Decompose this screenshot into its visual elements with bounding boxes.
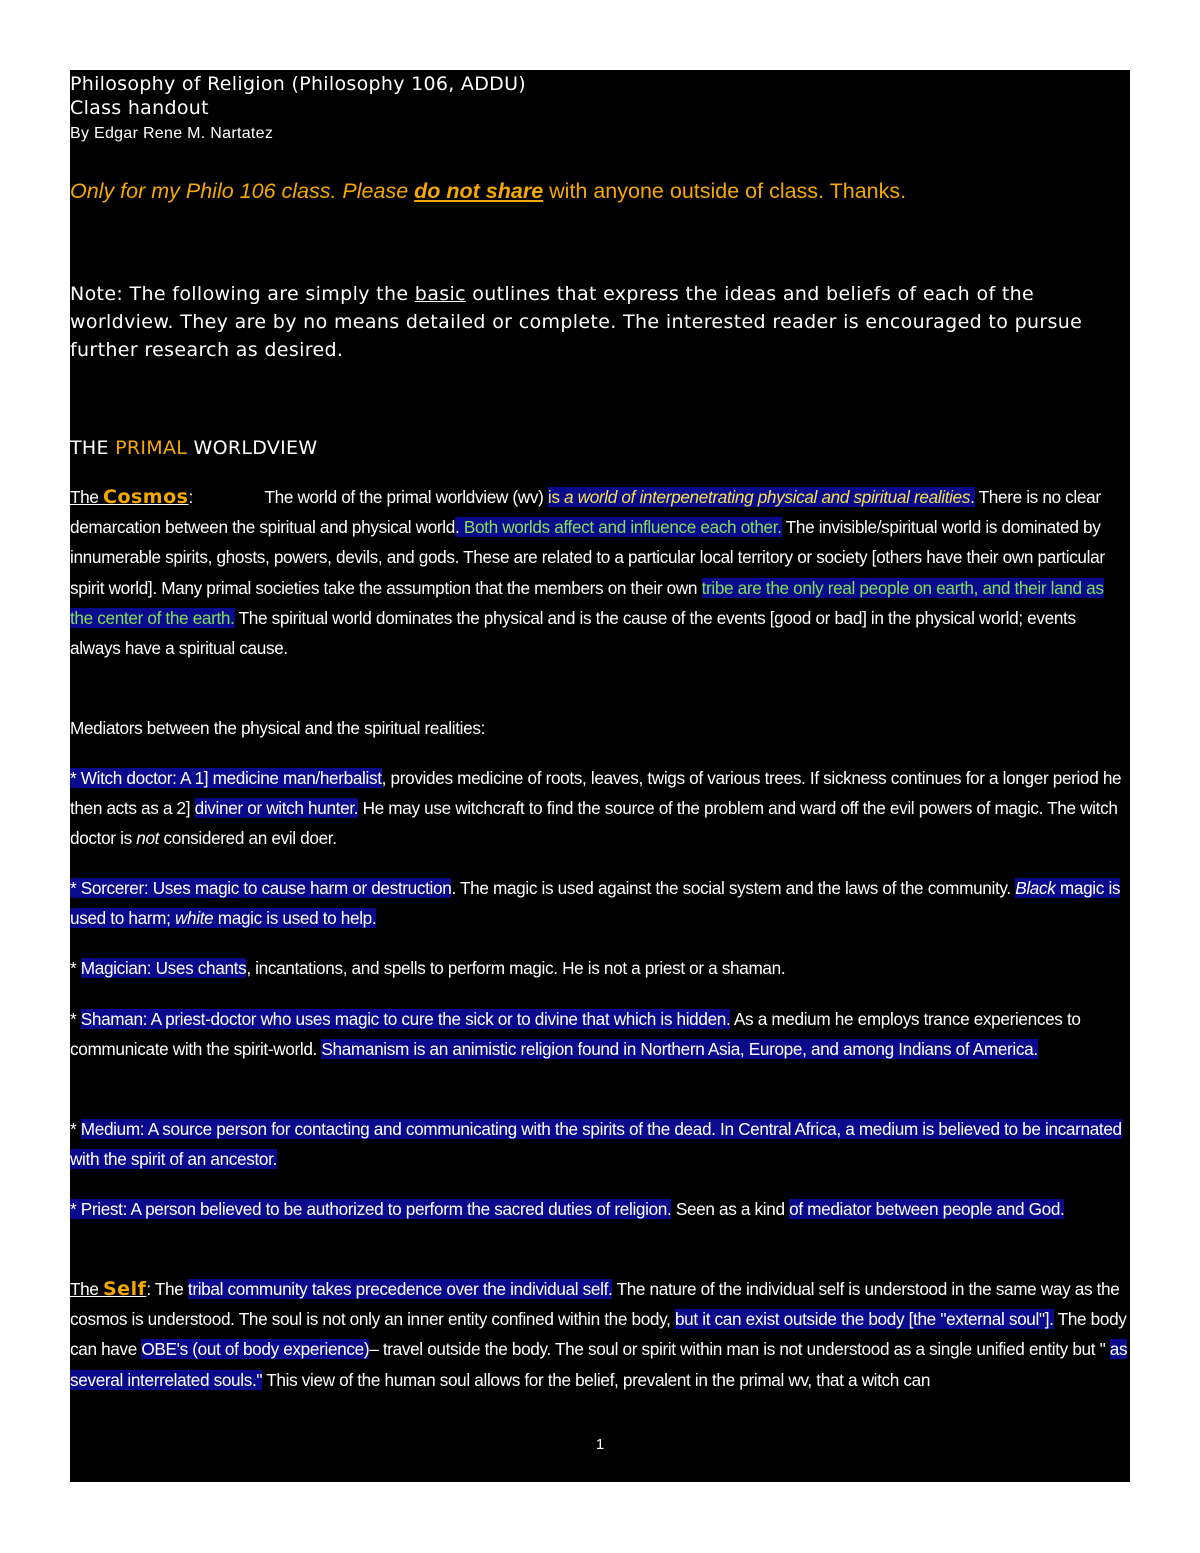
cosmos-term: Cosmos — [103, 486, 189, 508]
sorcerer-d: magic is used to help. — [213, 908, 377, 929]
sorcerer-black: Black — [1015, 878, 1056, 898]
cosmos-s1: The world of the primal worldview (wv) — [264, 487, 548, 507]
course-title: Philosophy of Religion (Philosophy 106, ADDU) — [70, 73, 527, 95]
magician-a: Magician: Uses chants — [80, 958, 247, 978]
section-the: THE — [70, 437, 116, 459]
warning-emphasis: do not share — [414, 179, 544, 203]
section-primal: PRIMAL — [115, 437, 188, 459]
section-heading — [70, 435, 1130, 461]
priest-b: Seen as a kind — [671, 1199, 790, 1219]
witch-not: not — [136, 828, 160, 849]
cosmos-s10: The spiritual world dominates the physical and is the cause of the events [good or bad] in the physical world; events always have a spiritual cause. — [70, 607, 1076, 659]
section-worldview: WORLDVIEW — [187, 437, 318, 459]
medium-a: Medium: A source person for contacting and communicating with the spirits of the dead. In Central Africa, a medium is believed to be incarnated with the spirit of an ancestor. — [70, 1119, 1122, 1170]
self-paragraph — [70, 1274, 1130, 1395]
handout-label: Class handout — [70, 97, 209, 119]
witch-c: diviner or witch hunter. — [194, 798, 359, 819]
medium-star: * — [70, 1119, 81, 1139]
mediators-intro: Mediators between the physical and the spiritual realities: — [70, 718, 486, 738]
note-part2: outlines that express the ideas and beliefs of each of the worldview. They are by no means detailed or complete. The interested reader is encouraged to pursue further research as desired. — [70, 283, 1083, 361]
note-part1: Note: The following are simply the — [70, 283, 415, 305]
note-basic: basic — [414, 283, 466, 305]
sorcerer-c: magic is used to harm; — [70, 878, 1121, 929]
shaman-b: As a medium he employs trance experiences to communicate with the spirit-world. — [70, 1009, 1081, 1060]
self-d: The body can have — [70, 1309, 1127, 1360]
cosmos-colon: : — [188, 487, 193, 507]
medium-item — [70, 1114, 1130, 1174]
cosmos-paragraph — [70, 482, 1130, 663]
warning-part1: Only for my Philo 106 class. Please — [70, 179, 415, 203]
shaman-c: Shamanism is an animistic religion found in Northern Asia, Europe, and among Indians of America. — [321, 1039, 1038, 1060]
self-colon: : The — [146, 1279, 188, 1299]
priest-c: of mediator between people and God. — [789, 1199, 1065, 1219]
cosmos-s7: Both worlds affect and influence each other. — [459, 517, 782, 538]
cosmos-s8: The invisible/spiritual world is dominated by innumerable spirits, ghosts, powers, devils, and gods. These are related to a particular local territory or society [others have their own particular spirit world]. Many primal societies take the assumption that the members on their own — [70, 517, 1105, 598]
self-e: OBE's (out of body experience) — [141, 1339, 370, 1360]
priest-a: * Priest: A person believed to be authorized to perform the sacred duties of religion. — [70, 1199, 672, 1219]
cosmos-s5: There is no clear demarcation between the spiritual and physical world — [70, 487, 1101, 538]
sorcerer-white: white — [174, 908, 214, 929]
self-term: Self — [103, 1278, 147, 1300]
sharing-warning — [70, 176, 1130, 206]
magician-b: , incantations, and spells to perform magic. He is not a priest or a shaman. — [246, 958, 786, 978]
witch-d: He may use witchcraft to find the source of the problem and ward off the evil powers of magic. The witch doctor is — [70, 798, 1118, 849]
sorcerer-item — [70, 873, 1130, 933]
magician-star: * — [70, 958, 81, 978]
priest-item — [70, 1194, 1130, 1224]
shaman-item — [70, 1004, 1130, 1064]
self-c: but it can exist outside the body [the "external soul"]. — [674, 1309, 1054, 1330]
warning-part2: with anyone outside of class. Thanks. — [543, 179, 907, 203]
author-line: By Edgar Rene M. Nartatez — [70, 125, 274, 142]
sorcerer-a: * Sorcerer: Uses magic to cause harm or destruction — [70, 878, 452, 898]
self-f: – travel outside the body. The soul or spirit within man is not understood as a single unified entity but " — [369, 1339, 1110, 1360]
document-page — [70, 70, 1130, 1482]
witch-e: considered an evil doer. — [159, 828, 337, 849]
cosmos-s6: . — [454, 517, 460, 538]
shaman-a: Shaman: A priest-doctor who uses magic to cure the sick or to divine that which is hidden. — [80, 1009, 731, 1029]
witch-a: * Witch doctor: A 1] medicine man/herbalist — [70, 768, 382, 788]
self-h: This view of the human soul allows for the belief, prevalent in the primal wv, that a witch can — [262, 1369, 931, 1390]
self-b: The nature of the individual self is understood in the same way as the cosmos is understood. The soul is not only an inner entity confined within the body, — [70, 1279, 1120, 1330]
note-paragraph — [70, 280, 1130, 364]
witch-b: , provides medicine of roots, leaves, twigs of various trees. If sickness continues for a longer period he then acts as a 2] — [70, 768, 1122, 819]
self-the: The — [70, 1279, 103, 1299]
witch-doctor-item — [70, 763, 1130, 854]
document-header — [70, 72, 1130, 146]
self-g: as several interrelated souls." — [70, 1339, 1128, 1390]
magician-item — [70, 953, 1130, 983]
cosmos-s9: tribe are the only real people on earth, and their land as the center of the earth. — [70, 577, 1104, 628]
shaman-star: * — [70, 1009, 81, 1029]
cosmos-the: The — [70, 487, 103, 507]
cosmos-s3: a world of interpenetrating physical and spiritual realities — [564, 487, 971, 507]
self-a: tribal community takes precedence over the individual self. — [187, 1279, 613, 1299]
cosmos-s2: is — [547, 487, 565, 507]
sorcerer-b: . The magic is used against the social system and the laws of the community. — [451, 878, 1016, 898]
cosmos-s4: . — [970, 487, 975, 507]
page-number: 1 — [595, 1436, 605, 1453]
